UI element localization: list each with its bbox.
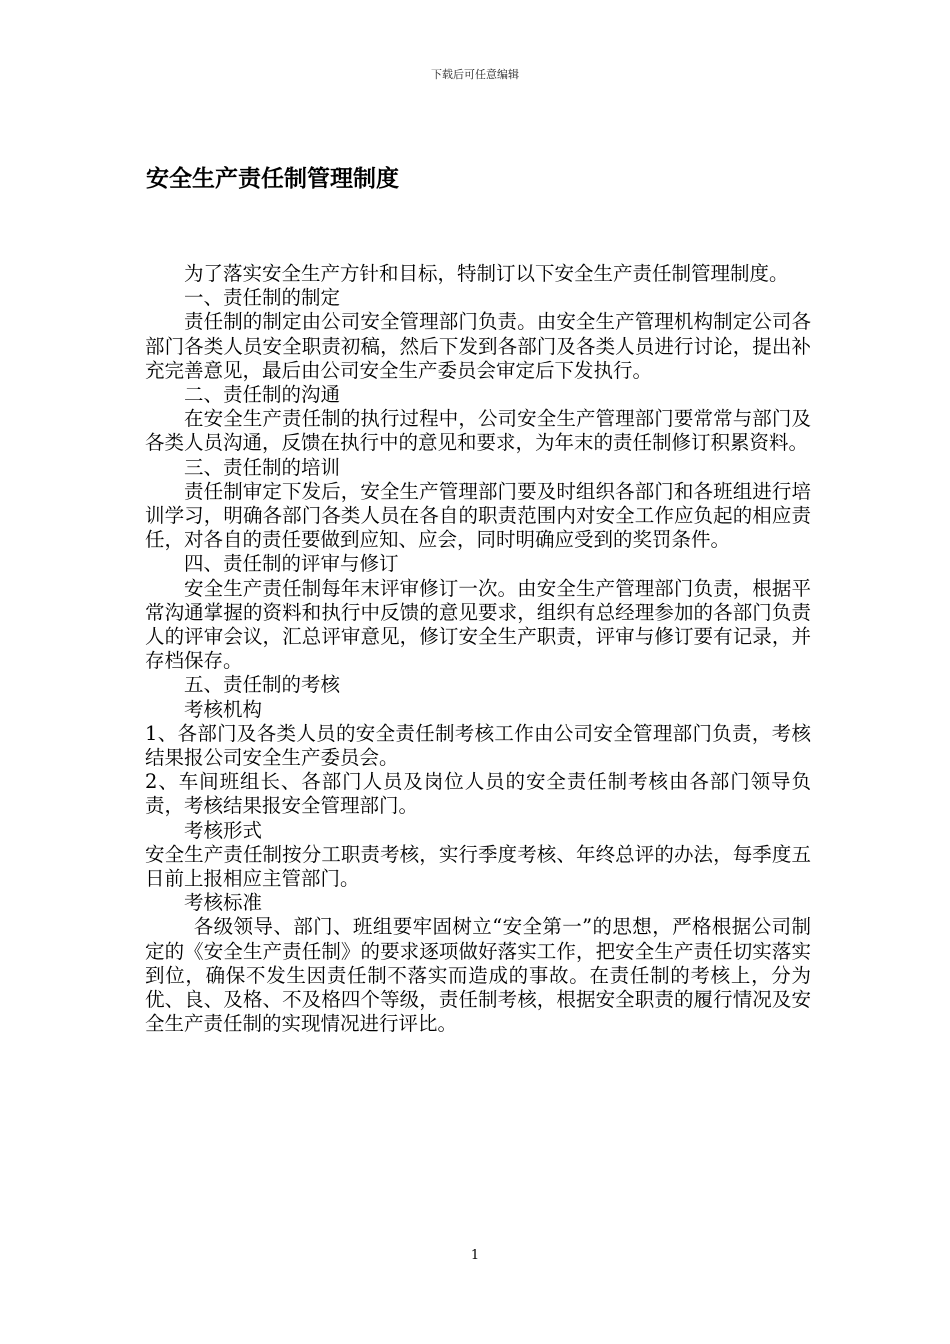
subheading-assessment-standard: 考核标准 bbox=[184, 891, 263, 915]
paragraph-review: 安全生产责任制每年末评审修订一次。由安全生产管理部门负责，根据平常沟通掌握的资料和执行中反馈的意见要求，组织有总经理参加的各部门负责人的评审会议，汇总评审意见，修订安全生产职责，评审与修订要有记录，并存档保存。 bbox=[145, 576, 811, 673]
section-heading-assessment: 五、责任制的考核 bbox=[184, 673, 341, 697]
assessment-body-item-2: 2、车间班组长、各部门人员及岗位人员的安全责任制考核由各部门领导负责，考核结果报安全管理部门。 bbox=[145, 770, 811, 818]
paragraph-assessment-standard: 各级领导、部门、班组要牢固树立“安全第一”的思想，严格根据公司制定的《安全生产责任制》的要求逐项做好落实工作，把安全生产责任切实落实到位，确保不发生因责任制不落实而造成的事故。在责任制的考核上，分为优、良、及格、不及格四个等级，责任制考核，根据安全职责的履行情况及安全生产责任制的实现情况进行评比。 bbox=[145, 915, 811, 1036]
assessment-body-item-1: 1、各部门及各类人员的安全责任制考核工作由公司安全管理部门负责，考核结果报公司安全生产委员会。 bbox=[145, 721, 811, 770]
subheading-assessment-form: 考核形式 bbox=[184, 818, 263, 842]
paragraph-formulation: 责任制的制定由公司安全管理部门负责。由安全生产管理机构制定公司各部门各类人员安全职责初稿，然后下发到各部门及各类人员进行讨论，提出补充完善意见，最后由公司安全生产委员会审定后下发执行。 bbox=[145, 310, 811, 382]
document-title: 安全生产责任制管理制度 bbox=[146, 166, 399, 192]
section-heading-review: 四、责任制的评审与修订 bbox=[184, 552, 399, 576]
subheading-assessment-body: 考核机构 bbox=[184, 697, 263, 721]
page-number: 1 bbox=[470, 1248, 480, 1263]
header-note: 下载后可任意编辑 bbox=[431, 68, 519, 81]
section-heading-formulation: 一、责任制的制定 bbox=[184, 286, 341, 310]
paragraph-communication: 在安全生产责任制的执行过程中，公司安全生产管理部门要常常与部门及各类人员沟通，反馈在执行中的意见和要求，为年末的责任制修订积累资料。 bbox=[145, 407, 811, 455]
section-heading-communication: 二、责任制的沟通 bbox=[184, 383, 341, 407]
section-heading-training: 三、责任制的培训 bbox=[184, 455, 341, 479]
document-body bbox=[145, 262, 811, 1037]
paragraph-assessment-form: 安全生产责任制按分工职责考核，实行季度考核、年终总评的办法，每季度五日前上报相应主管部门。 bbox=[145, 842, 811, 891]
paragraph-training: 责任制审定下发后，安全生产管理部门要及时组织各部门和各班组进行培训学习，明确各部门各类人员在各自的职责范围内对安全工作应负起的相应责任，对各自的责任要做到应知、应会，同时明确应受到的奖罚条件。 bbox=[145, 479, 811, 552]
intro-paragraph: 为了落实安全生产方针和目标，特制订以下安全生产责任制管理制度。 bbox=[184, 262, 789, 285]
